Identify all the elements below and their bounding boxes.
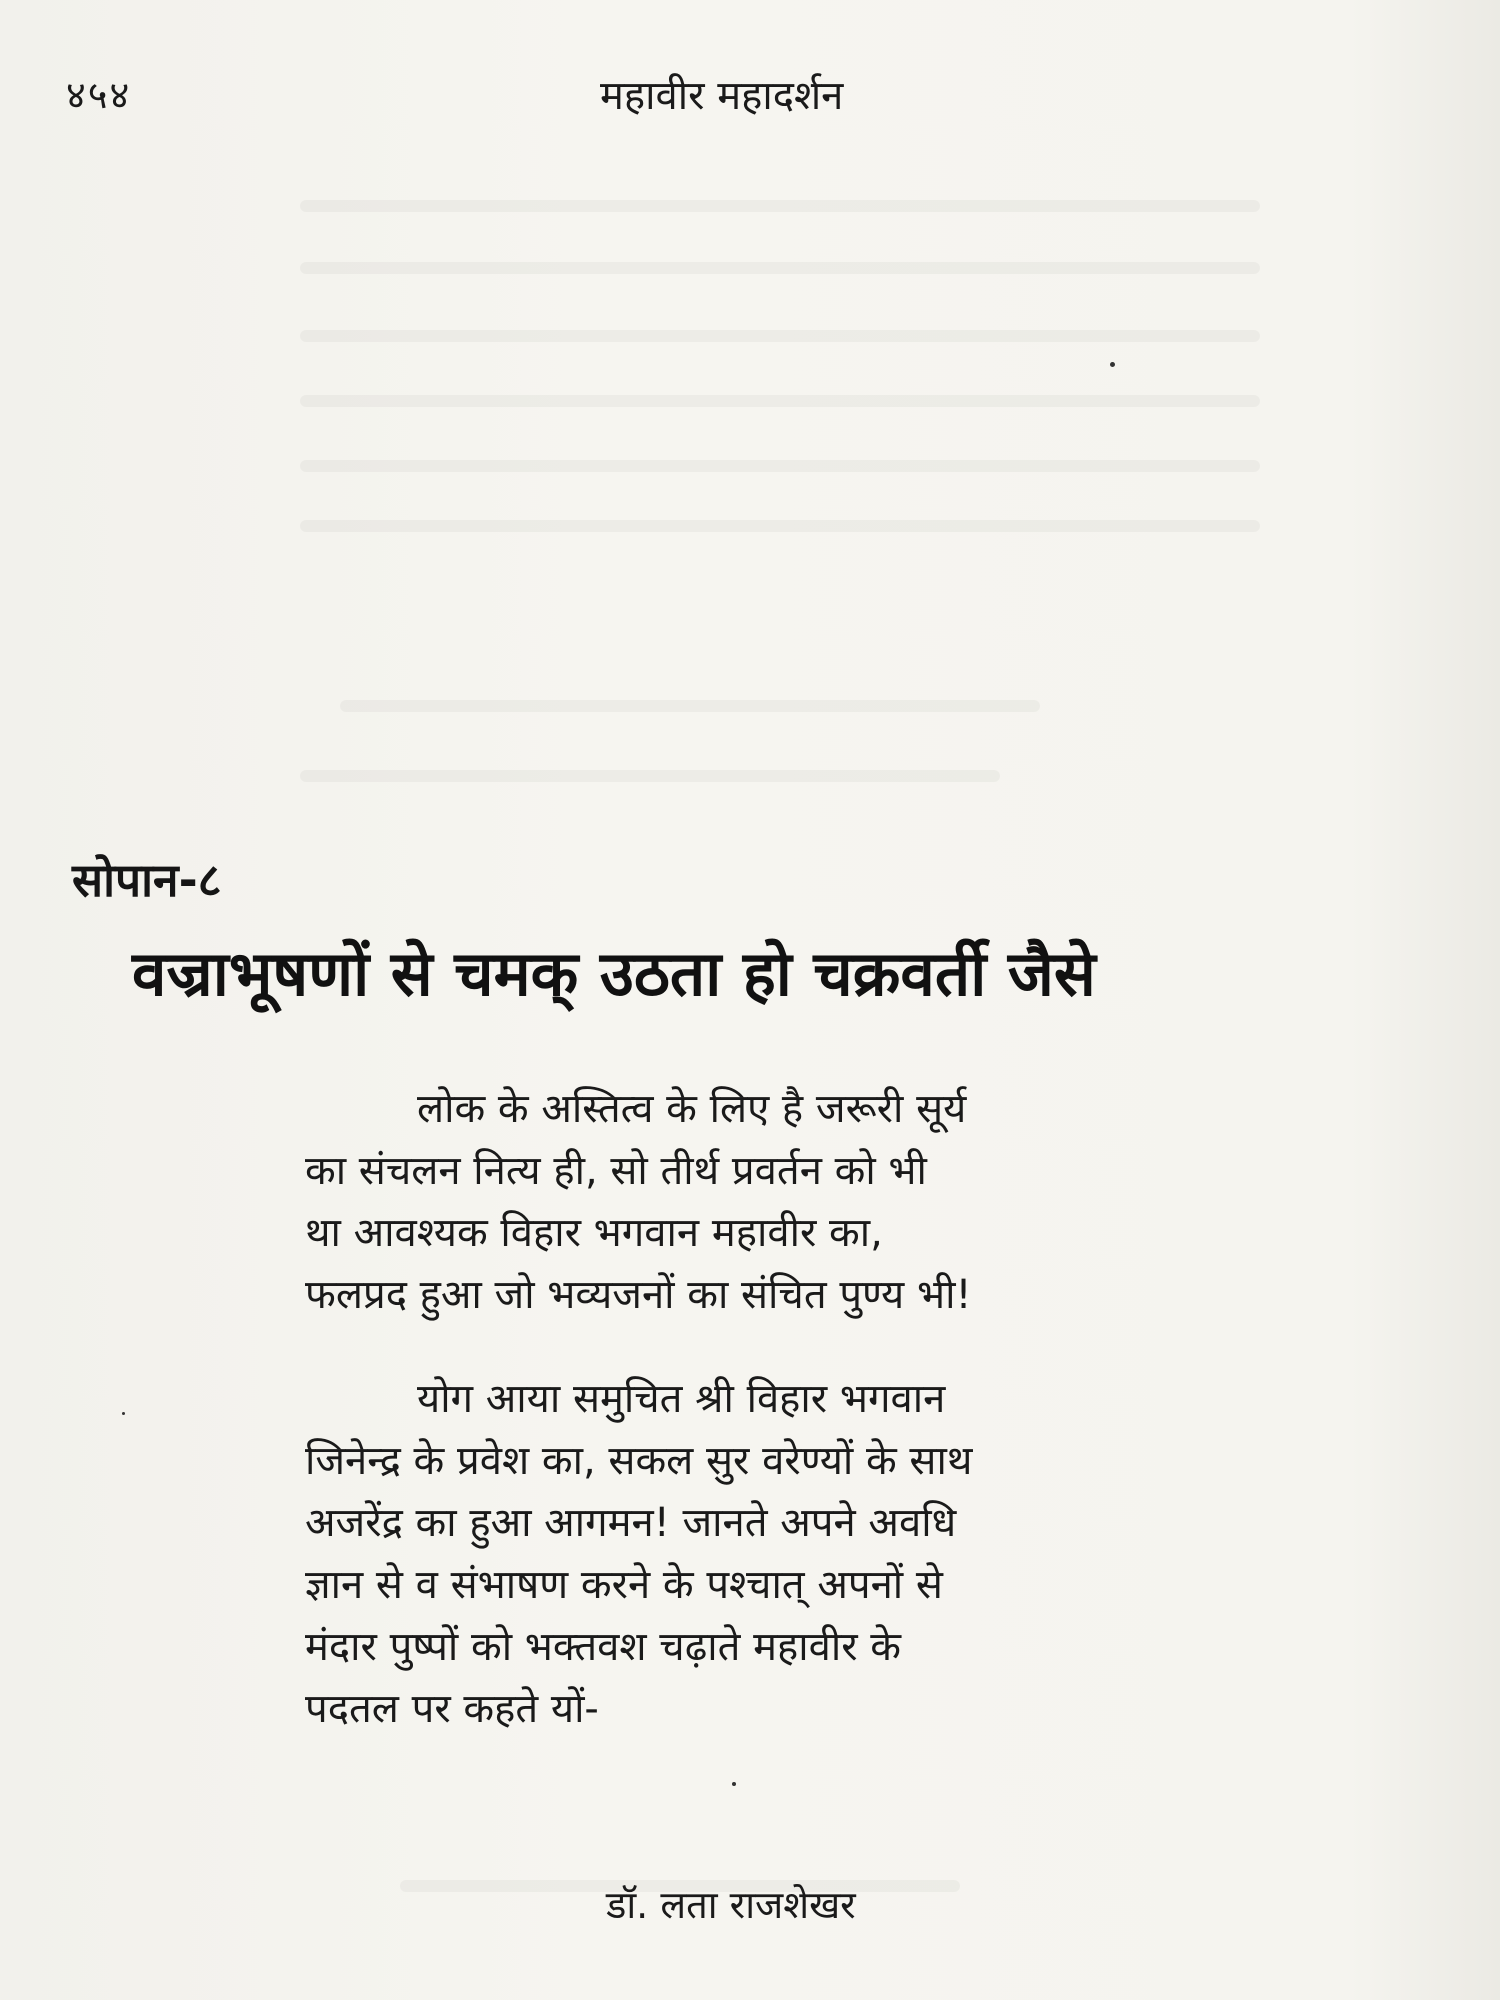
verse-line: योग आया समुचित श्री विहार भगवान	[417, 1376, 946, 1422]
running-head-title: महावीर महादर्शन	[600, 73, 844, 119]
verse-line: ज्ञान से व संभाषण करने के पश्चात् अपनों से	[305, 1562, 943, 1608]
ink-speck	[732, 1782, 736, 1786]
verse-line: मंदार पुष्पों को भक्तवश चढ़ाते महावीर के	[305, 1624, 902, 1670]
verse-line: था आवश्यक विहार भगवान महावीर का,	[305, 1210, 883, 1256]
ink-speck	[122, 1412, 125, 1415]
verse-line: पदतल पर कहते यों-	[305, 1686, 599, 1732]
verse-line: का संचलन नित्य ही, सो तीर्थ प्रवर्तन को भी	[305, 1148, 927, 1194]
show-through-line	[300, 770, 1000, 782]
author-name: डॉ. लता राजशेखर	[606, 1883, 856, 1927]
ink-speck	[1110, 362, 1115, 367]
verse-line: जिनेन्द्र के प्रवेश का, सकल सुर वरेण्यों के साथ	[305, 1438, 973, 1484]
show-through-line	[300, 395, 1260, 407]
show-through-line	[300, 330, 1260, 342]
show-through-line	[300, 460, 1260, 472]
chapter-title: वज्राभूषणों से चमक् उठता हो चक्रवर्ती जैसे	[132, 937, 1096, 1010]
show-through-line	[340, 700, 1040, 712]
page-number: ४५४	[66, 73, 132, 117]
show-through-line	[300, 200, 1260, 212]
show-through-line	[300, 520, 1260, 532]
stanza-2	[305, 1368, 1285, 1740]
verse-line: अजरेंद्र का हुआ आगमन! जानते अपने अवधि	[305, 1500, 957, 1546]
show-through-line	[300, 262, 1260, 274]
verse-line: लोक के अस्तित्व के लिए है जरूरी सूर्य	[417, 1086, 967, 1132]
verse-line: फलप्रद हुआ जो भव्यजनों का संचित पुण्य भी!	[305, 1272, 972, 1318]
chapter-label: सोपान-८	[72, 853, 222, 907]
stanza-1	[305, 1078, 1285, 1326]
